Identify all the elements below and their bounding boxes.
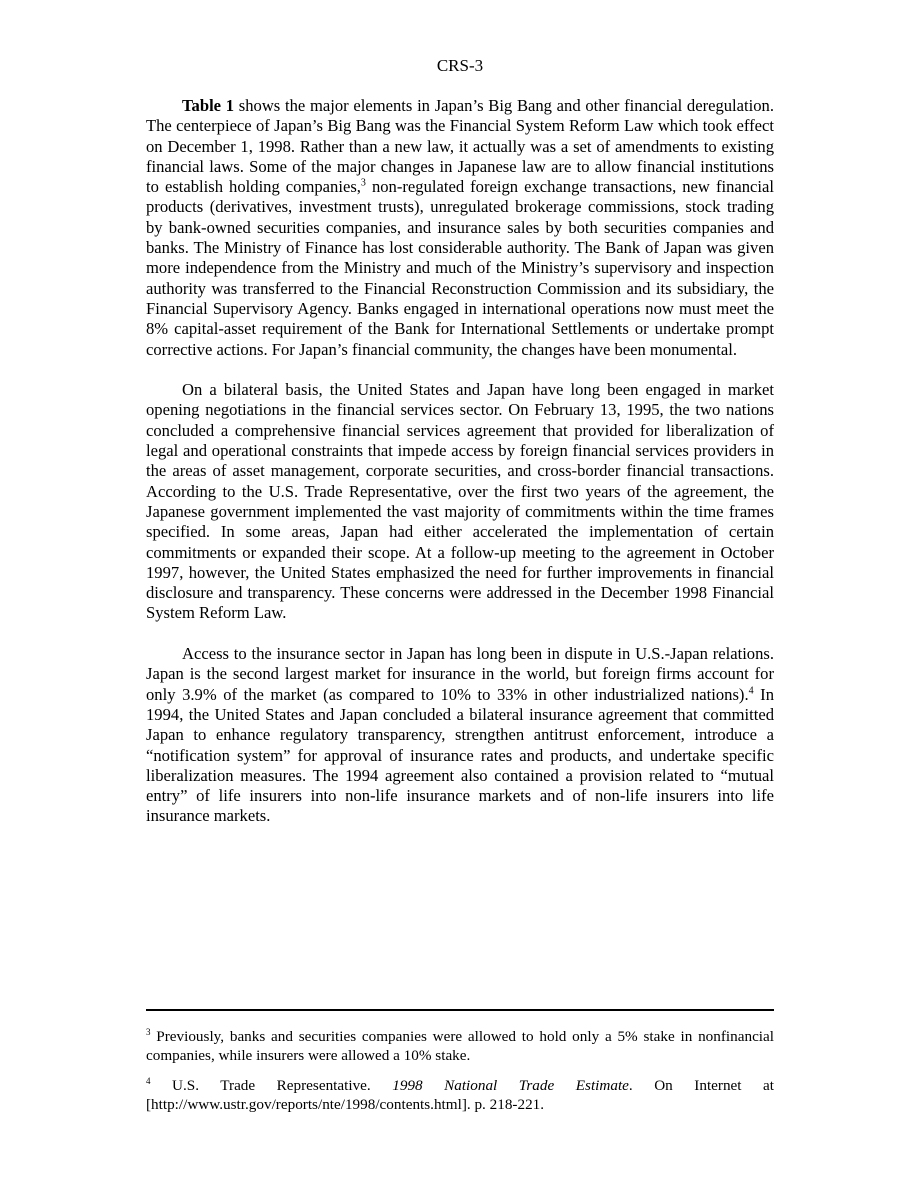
footnote-text: . On Internet at [http://www.ustr.gov/reports/nte/1998/contents.html]. p. 218-221.	[146, 1077, 774, 1113]
paragraph-text: In 1994, the United States and Japan concluded a bilateral insurance agreement that committed Japan to enhance regulatory transparency, strengthen antitrust enforcement, introduce a “notification system” for approval of insurance rates and products, and undertake specific liberalization measures. The 1994 agreement also contained a provision related to “mutual entry” of life insurers into non-life insurance markets and of non-life insurers into life insurance markets.	[146, 684, 774, 826]
page-header: CRS-3	[436, 56, 484, 75]
footnote-divider	[146, 1009, 774, 1011]
footnotes	[146, 1027, 774, 1125]
paragraph-bilateral-negotiations: On a bilateral basis, the United States and Japan have long been engaged in market opening negotiations in the financial services sector. On February 13, 1995, the two nations concluded a comprehensive financial services agreement that provided for liberalization of legal and operational constraints that impede access by foreign financial services providers in the areas of asset management, corporate securities, and cross-border financial transactions. According to the U.S. Trade Representative, over the first two years of the agreement, the Japanese government implemented the vast majority of commitments within the time frames specified. In some areas, Japan had either accelerated the implementation of certain commitments or expanded their scope. At a follow-up meeting to the agreement in October 1997, however, the United States emphasized the need for further improvements in financial disclosure and transparency. These concerns were addressed in the December 1998 Financial System Reform Law.	[146, 380, 774, 623]
footnote-ref-3[interactable]: 3	[360, 177, 366, 189]
footnote-text: Previously, banks and securities companies were allowed to hold only a 5% stake in nonfinancial companies, while insurers were allowed a 10% stake.	[146, 1028, 774, 1064]
footnote-marker: 3	[146, 1026, 151, 1037]
footnote-text: U.S. Trade Representative.	[150, 1077, 393, 1094]
paragraph-text: shows the major elements in Japan’s Big Bang and other financial deregulation. The centerpiece of Japan’s Big Bang was the Financial System Reform Law which took effect on December 1, 1998. Rather than a new law, it actually was a set of amendments to existing financial laws. Some of the major changes in Japanese law are to allow financial institutions to establish holding companies,	[146, 96, 774, 197]
paragraph-text: non-regulated foreign exchange transactions, new financial products (derivatives, investment trusts), unregulated brokerage commissions, stock trading by bank-owned securities companies, and insurance sales by both securities companies and banks. The Ministry of Finance has lost considerable authority. The Bank of Japan was given more independence from the Ministry and much of the Ministry’s supervisory and inspection authority was transferred to the Financial Reconstruction Commission and its subsidiary, the Financial Supervisory Agency. Banks engaged in international operations now must meet the 8% capital-asset requirement of the Bank for International Settlements or undertake prompt corrective actions. For Japan’s financial community, the changes have been monumental.	[146, 177, 774, 359]
paragraph-table-1-overview	[146, 96, 774, 360]
body-text	[146, 96, 774, 847]
footnote-marker: 4	[146, 1075, 151, 1086]
paragraph-insurance-sector	[146, 644, 774, 827]
paragraph-text: Access to the insurance sector in Japan has long been in dispute in U.S.-Japan relations. Japan is the second largest market for insurance in the world, but foreign firms account for only 3.9% of the market (as compared to 10% to 33% in other industrialized nations).	[146, 644, 774, 704]
table-reference: Table 1	[182, 96, 235, 115]
footnote-3	[146, 1027, 774, 1065]
report-title: 1998 National Trade Estimate	[392, 1077, 629, 1094]
footnote-ref-4[interactable]: 4	[748, 685, 754, 697]
footnote-4	[146, 1076, 774, 1114]
